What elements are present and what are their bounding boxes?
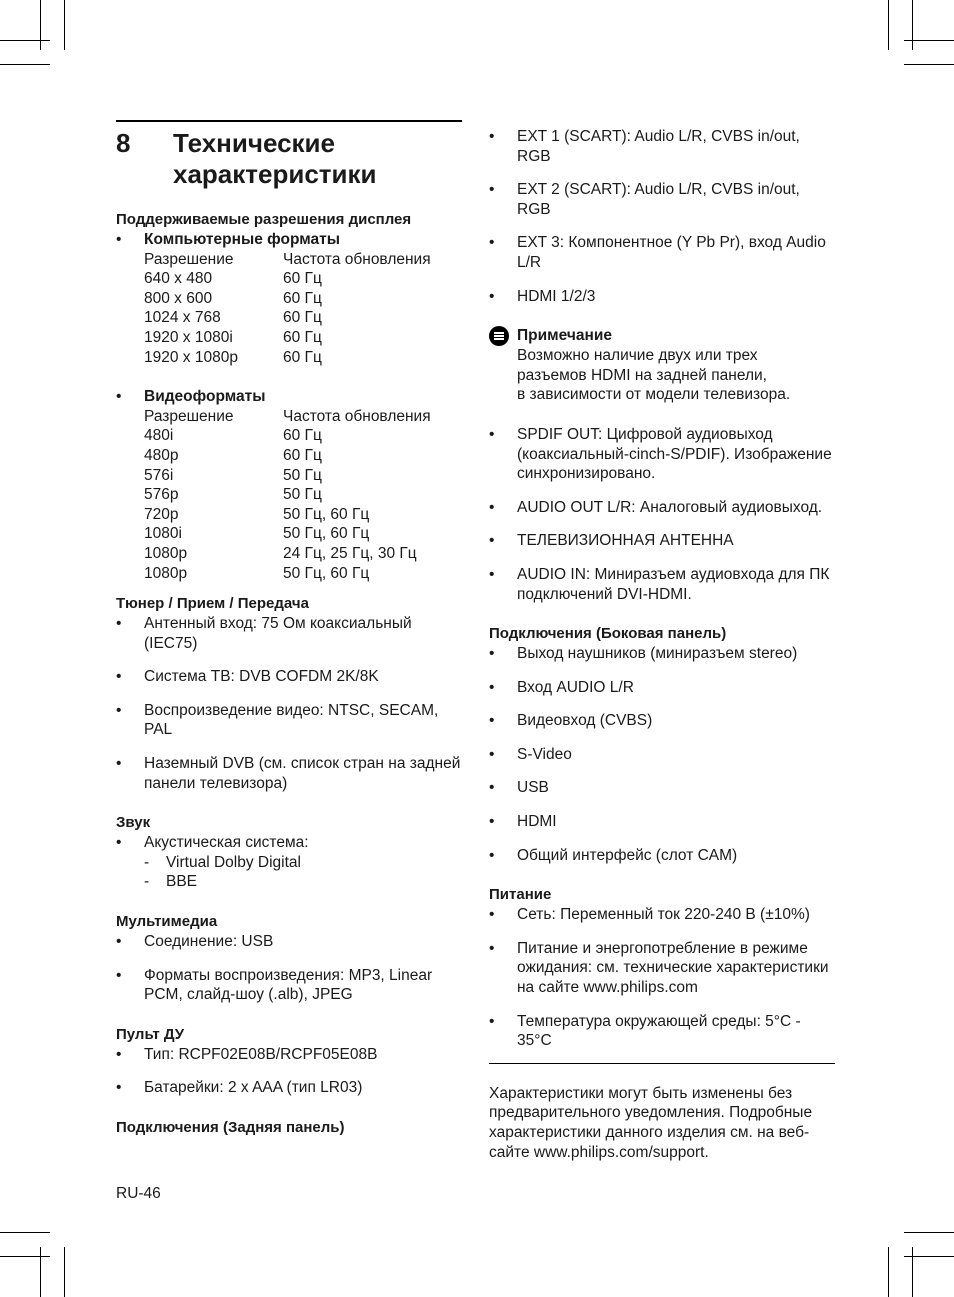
table-row (144, 328, 462, 348)
cell-res: 1080p (144, 564, 188, 582)
note-line: в зависимости от модели телевизора. (517, 386, 791, 404)
cell-res: 640 x 480 (144, 270, 213, 288)
cell-res: 480p (144, 446, 179, 464)
list-item: • Батарейки: 2 x AAA (тип LR03) (116, 1078, 462, 1098)
col-frequency: Частота обновления (283, 407, 431, 425)
chapter-number: 8 (116, 128, 131, 158)
table-header (144, 407, 462, 427)
table-row (144, 564, 462, 584)
crop-mark (912, 0, 913, 50)
cell-freq: 60 Гц (283, 289, 322, 307)
table-row (144, 544, 462, 564)
cell-res: 1024 x 768 (144, 309, 221, 327)
pc-formats-table (144, 250, 462, 368)
cell-freq: 60 Гц (283, 270, 322, 288)
list-item-text: SPDIF OUT: Цифровой аудиовыход (коаксиальный-cinch-S/PDIF). Изображение синхронизировано. (517, 425, 832, 483)
crop-mark (888, 0, 889, 50)
list-item: • EXT 2 (SCART): Audio L/R, CVBS in/out, RGB (489, 180, 835, 219)
list-item: • Видеовход (CVBS) (489, 711, 835, 731)
cell-freq: 50 Гц (283, 486, 322, 504)
table-row (144, 348, 462, 368)
sub-item: - Virtual Dolby Digital (144, 853, 301, 871)
cell-res: 480i (144, 427, 174, 445)
crop-mark (888, 1247, 889, 1297)
list-item: • Воспроизведение видео: NTSC, SECAM, PAL (116, 701, 462, 740)
list-item-text: Акустическая система: (144, 834, 309, 852)
list-item-text: AUDIO IN: Миниразъем аудиовхода для ПК подключений DVI-HDMI. (517, 565, 830, 603)
list-item-text: Соединение: USB (144, 933, 274, 951)
sub-item: - BBE (144, 873, 198, 891)
crop-mark (0, 64, 50, 65)
cell-freq: 60 Гц (283, 348, 322, 366)
sub-item-text: Virtual Dolby Digital (166, 853, 301, 871)
list-item: • AUDIO OUT L/R: Аналоговый аудиовыход. (489, 498, 835, 518)
crop-mark (904, 1232, 954, 1233)
note-line: Возможно наличие двух или трех (517, 347, 758, 365)
list-item: • USB (489, 778, 835, 798)
list-item: • SPDIF OUT: Цифровой аудиовыход (коаксиальный-cinch-S/PDIF). Изображение синхронизировано. (489, 425, 835, 484)
list-item-text: Выход наушников (миниразъем stereo) (517, 645, 798, 663)
col-frequency: Частота обновления (283, 250, 431, 268)
chapter-title (116, 128, 462, 190)
list-item: • HDMI 1/2/3 (489, 287, 835, 307)
list-item: • Сеть: Переменный ток 220-240 В (±10%) (489, 905, 835, 925)
list-item-text: Питание и энергопотребление в режиме ожидания: см. технические характеристики на сайте www.philips.com (517, 939, 829, 997)
list-item-text: EXT 2 (SCART): Audio L/R, CVBS in/out, RGB (517, 181, 800, 218)
crop-mark (904, 64, 954, 65)
table-header (144, 250, 462, 270)
cell-freq: 50 Гц, 60 Гц (283, 505, 370, 523)
list-item-text: AUDIO OUT L/R: Аналоговый аудиовыход. (517, 498, 823, 516)
crop-mark (0, 40, 50, 41)
chapter-title-line2: характеристики (173, 159, 377, 189)
list-item: • EXT 1 (SCART): Audio L/R, CVBS in/out, RGB (489, 127, 835, 166)
col-resolution: Разрешение (144, 407, 234, 425)
list-item: • Акустическая система: (116, 833, 462, 853)
list-item: • Наземный DVB (см. список стран на задней панели телевизора) (116, 755, 461, 792)
cell-res: 1080i (144, 525, 182, 543)
cell-res: 1080p (144, 544, 188, 562)
cell-res: 1920 x 1080i (144, 328, 233, 346)
divider (489, 1063, 835, 1064)
col-resolution: Разрешение (144, 250, 234, 268)
list-item: • Температура окружающей среды: 5°C - 35°C (489, 1012, 835, 1051)
table-row (144, 466, 462, 486)
cell-freq: 50 Гц, 60 Гц (283, 525, 370, 543)
list-item: • Питание и энергопотребление в режиме ожидания: см. технические характеристики на сайте www.philips.com (489, 939, 835, 998)
cell-freq: 60 Гц (283, 328, 322, 346)
list-item-text: HDMI (517, 813, 557, 831)
list-item-text: Форматы воспроизведения: MP3, Linear PCM, слайд-шоу (.alb), JPEG (144, 966, 433, 1004)
list-item-text: Наземный DVB (см. список стран на задней панели телевизора) (144, 755, 461, 792)
crop-mark (40, 1247, 41, 1297)
list-item-text: Антенный вход: 75 Ом коаксиальный (IEC75) (144, 615, 412, 652)
list-item-text: S-Video (517, 745, 572, 763)
cell-freq: 60 Гц (283, 427, 322, 445)
note-line: разъемов HDMI на задней панели, (517, 366, 767, 384)
list-item: • Система ТВ: DVB COFDM 2K/8K (116, 667, 462, 687)
cell-freq: 60 Гц (283, 309, 322, 327)
table-row (144, 485, 462, 505)
list-item: • AUDIO IN: Миниразъем аудиовхода для ПК подключений DVI-HDMI. (489, 565, 835, 604)
cell-freq: 60 Гц (283, 446, 322, 464)
crop-mark (912, 1247, 913, 1297)
crop-mark (904, 1256, 954, 1257)
cell-freq: 24 Гц, 25 Гц, 30 Гц (283, 544, 417, 562)
table-row (144, 426, 462, 446)
page-number: RU-46 (116, 1185, 161, 1202)
cell-res: 800 x 600 (144, 289, 213, 307)
list-item-text: USB (517, 779, 549, 797)
note-body (517, 346, 835, 405)
table-row (144, 289, 462, 309)
multimedia-heading: Мультимедиа (116, 913, 218, 931)
list-item-text: Тип: RCPF02E08B/RCPF05E08B (144, 1045, 378, 1063)
list-item: • Соединение: USB (116, 932, 462, 952)
cell-res: 576p (144, 486, 179, 504)
list-item: • ТЕЛЕВИЗИОННАЯ АНТЕННА (489, 531, 835, 551)
list-item-text: Температура окружающей среды: 5°C - 35°C (517, 1012, 801, 1050)
note-title: Примечание (517, 327, 612, 345)
list-item-text: Воспроизведение видео: NTSC, SECAM, PAL (144, 701, 439, 739)
list-item-text: Сеть: Переменный ток 220-240 В (±10%) (517, 906, 810, 924)
left-column (116, 120, 462, 1138)
list-item-text: Система ТВ: DVB COFDM 2K/8K (144, 668, 379, 686)
table-row (144, 308, 462, 328)
table-row (144, 446, 462, 466)
list-item-text: Вход AUDIO L/R (517, 678, 634, 696)
list-item: • S-Video (489, 745, 835, 765)
table-row (144, 524, 462, 544)
list-item: • Компьютерные форматы (116, 230, 462, 250)
list-item-text: HDMI 1/2/3 (517, 287, 596, 305)
right-column (489, 127, 835, 1162)
crop-mark (0, 1256, 50, 1257)
list-item-text: Батарейки: 2 x AAA (тип LR03) (144, 1079, 363, 1097)
chapter-title-line1: Технические (173, 128, 335, 158)
table-row (144, 505, 462, 525)
list-item-text: EXT 1 (SCART): Audio L/R, CVBS in/out, RGB (517, 128, 800, 165)
video-formats-label: Видеоформаты (144, 388, 266, 406)
list-item: • Общий интерфейс (слот CAM) (489, 846, 835, 866)
tuner-heading: Тюнер / Прием / Передача (116, 595, 309, 613)
disclaimer: Характеристики могут быть изменены без предварительного уведомления. Подробные характеристики данного изделия см. на веб-сайте www.philips.com/support. (489, 1084, 813, 1161)
crop-mark (0, 1232, 50, 1233)
list-item-text: ТЕЛЕВИЗИОННАЯ АНТЕННА (517, 532, 734, 550)
display-heading: Поддерживаемые разрешения дисплея (116, 211, 412, 228)
list-item-text: Видеовход (CVBS) (517, 712, 653, 730)
crop-mark (904, 40, 954, 41)
note-header (489, 326, 835, 346)
cell-res: 720p (144, 505, 179, 523)
list-item-text: Общий интерфейс (слот CAM) (517, 846, 738, 864)
crop-mark (64, 0, 65, 50)
list-item: • Тип: RCPF02E08B/RCPF05E08B (116, 1045, 462, 1065)
video-formats-table (144, 407, 462, 583)
list-item: • Вход AUDIO L/R (489, 678, 835, 698)
crop-mark (64, 1247, 65, 1297)
power-heading: Питание (489, 886, 552, 904)
note-icon (489, 326, 509, 346)
sub-item-text: BBE (166, 873, 198, 891)
list-item: • Видеоформаты (116, 387, 462, 407)
list-item: • HDMI (489, 812, 835, 832)
list-item: • Форматы воспроизведения: MP3, Linear PCM, слайд-шоу (.alb), JPEG (116, 966, 462, 1005)
pc-formats-label: Компьютерные форматы (144, 231, 340, 248)
list-item-text: EXT 3: Компонентное (Y Pb Pr), вход Audio L/R (517, 234, 826, 271)
cell-freq: 50 Гц, 60 Гц (283, 564, 370, 582)
crop-mark (40, 0, 41, 50)
cell-res: 1920 x 1080p (144, 348, 238, 366)
list-item: • Антенный вход: 75 Ом коаксиальный (IEC75) (116, 614, 462, 653)
table-row (144, 269, 462, 289)
list-item: • Выход наушников (миниразъем stereo) (489, 644, 835, 664)
rear-connections-heading: Подключения (Задняя панель) (116, 1119, 345, 1136)
list-item: • EXT 3: Компонентное (Y Pb Pr), вход Audio L/R (489, 233, 835, 272)
chapter-rule (116, 120, 462, 122)
sound-heading: Звук (116, 814, 151, 832)
cell-res: 576i (144, 466, 174, 484)
cell-freq: 50 Гц (283, 466, 322, 484)
side-connections-heading: Подключения (Боковая панель) (489, 625, 727, 643)
remote-heading: Пульт ДУ (116, 1025, 185, 1043)
